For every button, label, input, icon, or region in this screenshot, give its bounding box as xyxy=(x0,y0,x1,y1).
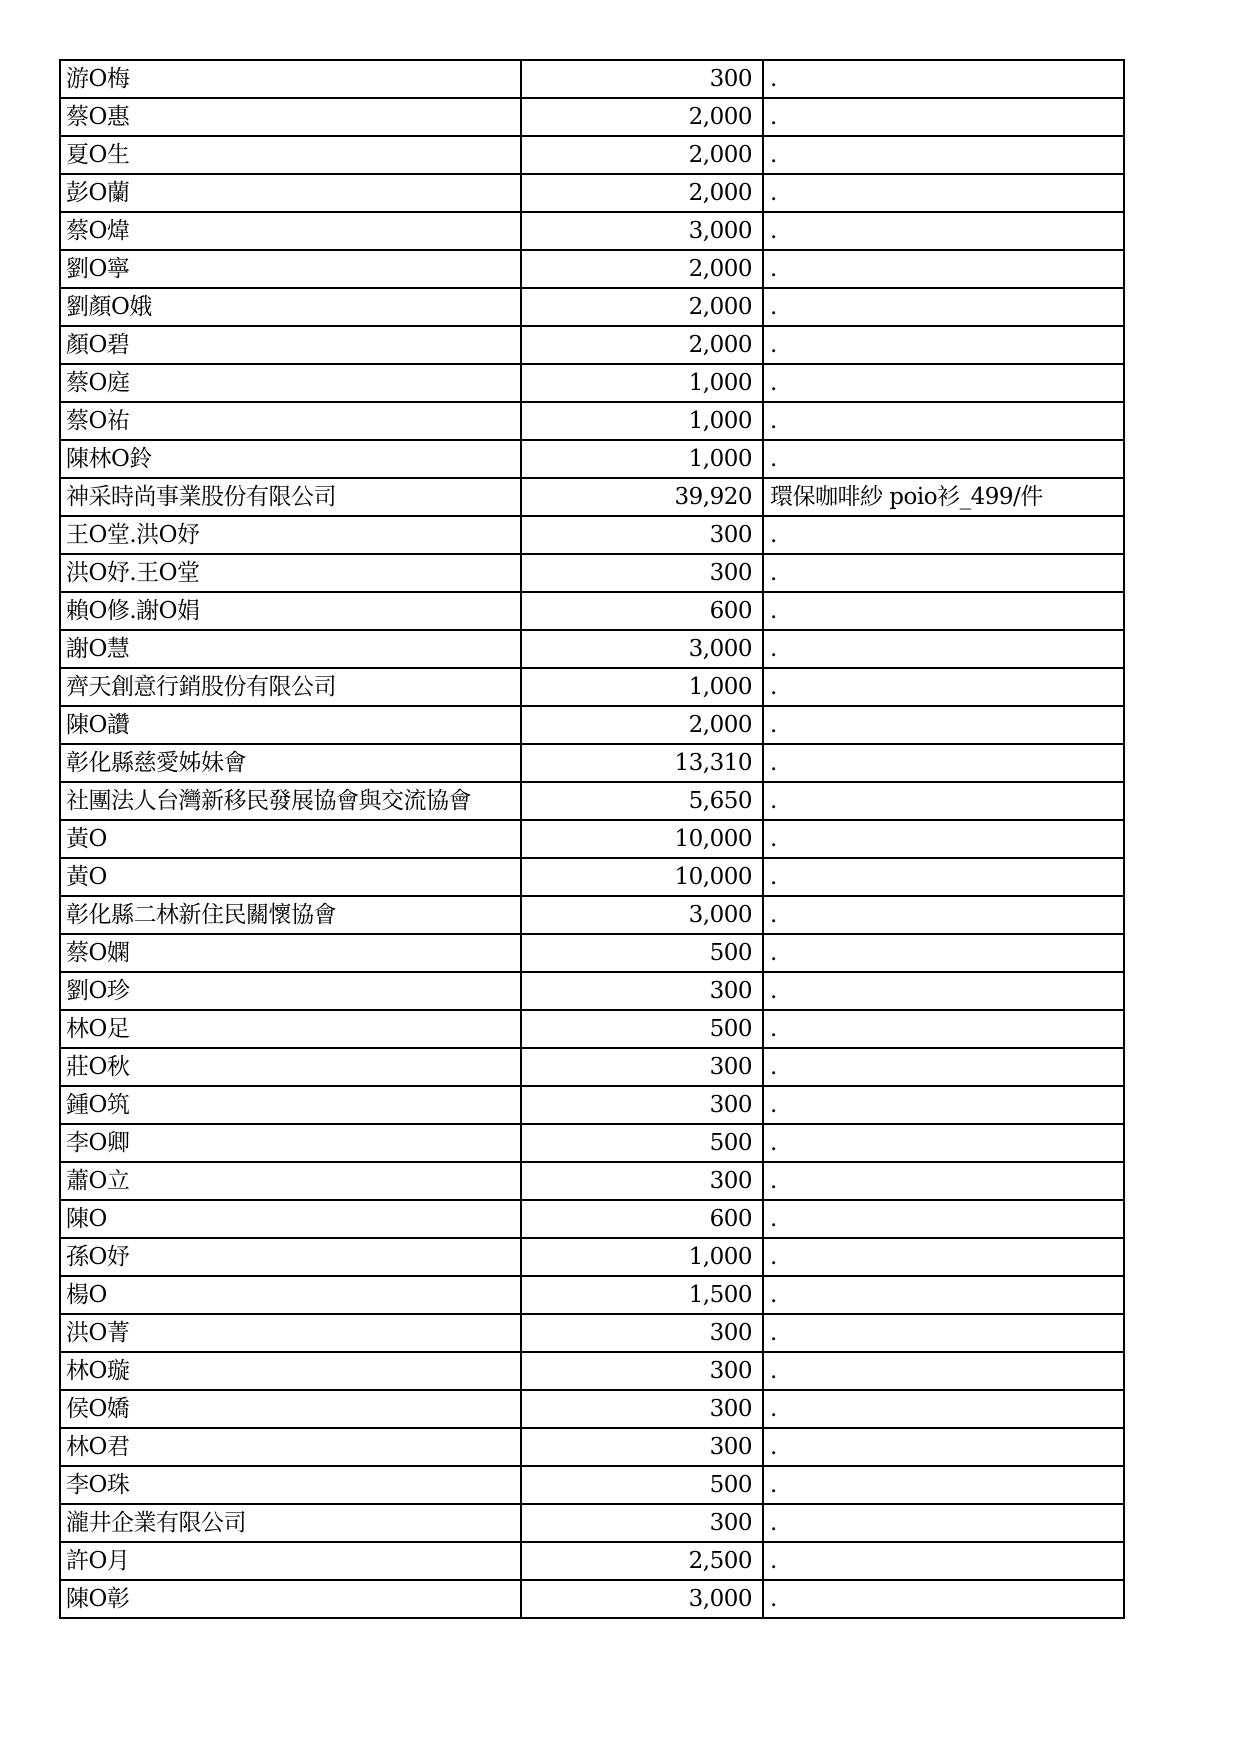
amount-cell: 39,920 xyxy=(521,478,763,516)
table-row xyxy=(60,820,1124,858)
amount-cell: 300 xyxy=(521,554,763,592)
amount-cell: 2,500 xyxy=(521,1542,763,1580)
table-row xyxy=(60,1504,1124,1542)
donor-name-cell: 陳O xyxy=(60,1200,521,1238)
donor-name-cell: 林O璇 xyxy=(60,1352,521,1390)
table-row xyxy=(60,174,1124,212)
donor-name-cell: 洪O菁 xyxy=(60,1314,521,1352)
donor-name-cell: 賴O修.謝O娟 xyxy=(60,592,521,630)
note-cell: . xyxy=(763,972,1124,1010)
note-cell: . xyxy=(763,782,1124,820)
amount-cell: 1,000 xyxy=(521,668,763,706)
note-cell: . xyxy=(763,554,1124,592)
note-cell: . xyxy=(763,1580,1124,1618)
amount-cell: 2,000 xyxy=(521,250,763,288)
donor-name-cell: 黃O xyxy=(60,820,521,858)
donor-name-cell: 蕭O立 xyxy=(60,1162,521,1200)
table-row xyxy=(60,1580,1124,1618)
table-row xyxy=(60,972,1124,1010)
amount-cell: 300 xyxy=(521,1428,763,1466)
amount-cell: 300 xyxy=(521,60,763,98)
amount-cell: 1,000 xyxy=(521,402,763,440)
amount-cell: 13,310 xyxy=(521,744,763,782)
note-cell: . xyxy=(763,1086,1124,1124)
amount-cell: 5,650 xyxy=(521,782,763,820)
amount-cell: 2,000 xyxy=(521,174,763,212)
table-row xyxy=(60,782,1124,820)
amount-cell: 600 xyxy=(521,1200,763,1238)
amount-cell: 300 xyxy=(521,1352,763,1390)
note-cell: . xyxy=(763,1048,1124,1086)
donor-name-cell: 蔡O祐 xyxy=(60,402,521,440)
amount-cell: 2,000 xyxy=(521,98,763,136)
table-row xyxy=(60,478,1124,516)
table-row xyxy=(60,440,1124,478)
donor-name-cell: 陳林O鈴 xyxy=(60,440,521,478)
note-cell: . xyxy=(763,706,1124,744)
note-cell: . xyxy=(763,1200,1124,1238)
note-cell: . xyxy=(763,1276,1124,1314)
table-row xyxy=(60,402,1124,440)
note-cell: . xyxy=(763,1542,1124,1580)
table-row xyxy=(60,98,1124,136)
amount-cell: 300 xyxy=(521,1390,763,1428)
amount-cell: 2,000 xyxy=(521,706,763,744)
amount-cell: 3,000 xyxy=(521,1580,763,1618)
note-cell: . xyxy=(763,1390,1124,1428)
donor-name-cell: 許O月 xyxy=(60,1542,521,1580)
donation-table-body xyxy=(60,60,1124,1618)
donor-name-cell: 楊O xyxy=(60,1276,521,1314)
amount-cell: 2,000 xyxy=(521,136,763,174)
note-cell: . xyxy=(763,1238,1124,1276)
table-row xyxy=(60,706,1124,744)
table-row xyxy=(60,1542,1124,1580)
note-cell: . xyxy=(763,820,1124,858)
amount-cell: 300 xyxy=(521,516,763,554)
donor-name-cell: 蔡O嫻 xyxy=(60,934,521,972)
note-cell: . xyxy=(763,250,1124,288)
donor-name-cell: 彭O蘭 xyxy=(60,174,521,212)
amount-cell: 1,000 xyxy=(521,1238,763,1276)
amount-cell: 300 xyxy=(521,972,763,1010)
donor-name-cell: 李O珠 xyxy=(60,1466,521,1504)
amount-cell: 300 xyxy=(521,1162,763,1200)
donor-name-cell: 黃O xyxy=(60,858,521,896)
table-row xyxy=(60,1010,1124,1048)
note-cell: . xyxy=(763,402,1124,440)
amount-cell: 10,000 xyxy=(521,858,763,896)
amount-cell: 300 xyxy=(521,1048,763,1086)
table-row xyxy=(60,60,1124,98)
table-row xyxy=(60,250,1124,288)
note-cell: . xyxy=(763,1010,1124,1048)
donor-name-cell: 夏O生 xyxy=(60,136,521,174)
donor-name-cell: 李O卿 xyxy=(60,1124,521,1162)
note-cell: . xyxy=(763,668,1124,706)
donor-name-cell: 孫O妤 xyxy=(60,1238,521,1276)
donor-name-cell: 游O梅 xyxy=(60,60,521,98)
note-cell: . xyxy=(763,744,1124,782)
table-row xyxy=(60,896,1124,934)
note-cell: . xyxy=(763,60,1124,98)
table-row xyxy=(60,1086,1124,1124)
donor-name-cell: 神采時尚事業股份有限公司 xyxy=(60,478,521,516)
amount-cell: 10,000 xyxy=(521,820,763,858)
table-row xyxy=(60,288,1124,326)
note-cell: 環保咖啡紗 poio衫_499/件 xyxy=(763,478,1124,516)
amount-cell: 1,000 xyxy=(521,364,763,402)
note-cell: . xyxy=(763,1352,1124,1390)
table-row xyxy=(60,1162,1124,1200)
note-cell: . xyxy=(763,364,1124,402)
table-row xyxy=(60,1238,1124,1276)
note-cell: . xyxy=(763,1504,1124,1542)
table-row xyxy=(60,1390,1124,1428)
table-row xyxy=(60,668,1124,706)
donor-name-cell: 陳O讚 xyxy=(60,706,521,744)
note-cell: . xyxy=(763,858,1124,896)
table-row xyxy=(60,1428,1124,1466)
note-cell: . xyxy=(763,174,1124,212)
donor-name-cell: 侯O嬌 xyxy=(60,1390,521,1428)
note-cell: . xyxy=(763,1124,1124,1162)
donor-name-cell: 莊O秋 xyxy=(60,1048,521,1086)
note-cell: . xyxy=(763,326,1124,364)
amount-cell: 2,000 xyxy=(521,326,763,364)
amount-cell: 1,000 xyxy=(521,440,763,478)
note-cell: . xyxy=(763,440,1124,478)
note-cell: . xyxy=(763,98,1124,136)
note-cell: . xyxy=(763,934,1124,972)
amount-cell: 3,000 xyxy=(521,896,763,934)
note-cell: . xyxy=(763,212,1124,250)
donor-name-cell: 瀧井企業有限公司 xyxy=(60,1504,521,1542)
table-row xyxy=(60,934,1124,972)
table-row xyxy=(60,1124,1124,1162)
table-row xyxy=(60,364,1124,402)
table-row xyxy=(60,744,1124,782)
amount-cell: 300 xyxy=(521,1504,763,1542)
table-row xyxy=(60,1200,1124,1238)
donor-name-cell: 彰化縣慈愛姊妹會 xyxy=(60,744,521,782)
table-row xyxy=(60,1048,1124,1086)
table-row xyxy=(60,554,1124,592)
donor-name-cell: 林O足 xyxy=(60,1010,521,1048)
note-cell: . xyxy=(763,1162,1124,1200)
note-cell: . xyxy=(763,896,1124,934)
note-cell: . xyxy=(763,288,1124,326)
amount-cell: 600 xyxy=(521,592,763,630)
table-row xyxy=(60,630,1124,668)
note-cell: . xyxy=(763,1428,1124,1466)
amount-cell: 3,000 xyxy=(521,212,763,250)
donor-name-cell: 蔡O煒 xyxy=(60,212,521,250)
donor-name-cell: 林O君 xyxy=(60,1428,521,1466)
amount-cell: 300 xyxy=(521,1314,763,1352)
amount-cell: 500 xyxy=(521,934,763,972)
amount-cell: 3,000 xyxy=(521,630,763,668)
donation-table xyxy=(59,59,1125,1619)
amount-cell: 2,000 xyxy=(521,288,763,326)
donor-name-cell: 蔡O惠 xyxy=(60,98,521,136)
donor-name-cell: 劉O寧 xyxy=(60,250,521,288)
donor-name-cell: 彰化縣二林新住民關懷協會 xyxy=(60,896,521,934)
note-cell: . xyxy=(763,630,1124,668)
note-cell: . xyxy=(763,592,1124,630)
donor-name-cell: 鍾O筑 xyxy=(60,1086,521,1124)
table-row xyxy=(60,1276,1124,1314)
table-row xyxy=(60,1314,1124,1352)
donor-name-cell: 顏O碧 xyxy=(60,326,521,364)
donor-name-cell: 謝O慧 xyxy=(60,630,521,668)
note-cell: . xyxy=(763,516,1124,554)
amount-cell: 500 xyxy=(521,1010,763,1048)
note-cell: . xyxy=(763,1314,1124,1352)
amount-cell: 500 xyxy=(521,1466,763,1504)
table-row xyxy=(60,1466,1124,1504)
donor-name-cell: 社團法人台灣新移民發展協會與交流協會 xyxy=(60,782,521,820)
donor-name-cell: 蔡O庭 xyxy=(60,364,521,402)
donor-name-cell: 劉O珍 xyxy=(60,972,521,1010)
table-row xyxy=(60,516,1124,554)
table-row xyxy=(60,212,1124,250)
table-row xyxy=(60,1352,1124,1390)
donor-name-cell: 齊天創意行銷股份有限公司 xyxy=(60,668,521,706)
note-cell: . xyxy=(763,1466,1124,1504)
amount-cell: 1,500 xyxy=(521,1276,763,1314)
table-row xyxy=(60,592,1124,630)
donor-name-cell: 陳O彰 xyxy=(60,1580,521,1618)
donor-name-cell: 洪O妤.王O堂 xyxy=(60,554,521,592)
donor-name-cell: 劉顏O娥 xyxy=(60,288,521,326)
table-row xyxy=(60,136,1124,174)
note-cell: . xyxy=(763,136,1124,174)
donor-name-cell: 王O堂.洪O妤 xyxy=(60,516,521,554)
amount-cell: 500 xyxy=(521,1124,763,1162)
table-row xyxy=(60,858,1124,896)
table-row xyxy=(60,326,1124,364)
amount-cell: 300 xyxy=(521,1086,763,1124)
